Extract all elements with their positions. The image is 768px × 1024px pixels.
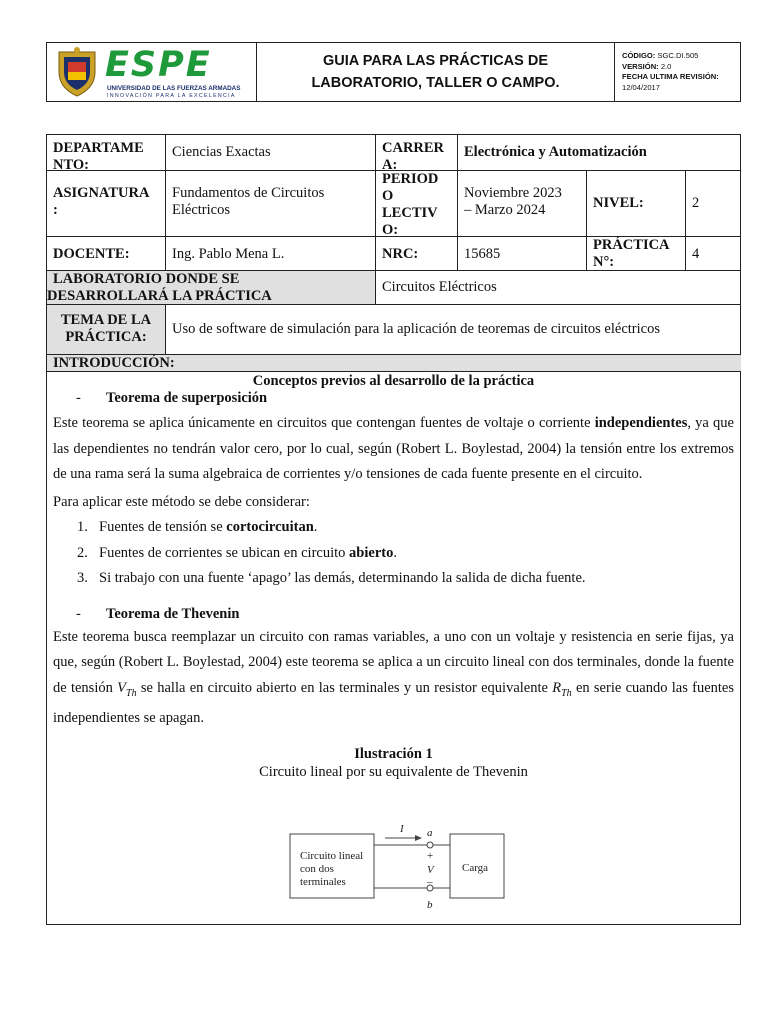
practica-label: PRÁCTICA N°: bbox=[587, 237, 686, 271]
node-b-label: b bbox=[427, 899, 433, 911]
nivel-value: 2 bbox=[686, 171, 741, 237]
nivel-label: NIVEL: bbox=[587, 171, 686, 237]
superposicion-intro-list: Para aplicar este método se debe considerar: bbox=[53, 493, 310, 510]
plus-label: + bbox=[427, 850, 434, 862]
introduccion-label: INTRODUCCIÓN: bbox=[47, 355, 741, 372]
thevenin-heading: - Teorema de Thevenin bbox=[76, 605, 240, 622]
introduction-content bbox=[47, 372, 740, 781]
superposicion-heading: - Teorema de superposición bbox=[76, 390, 268, 406]
laboratorio-value: Circuitos Eléctricos bbox=[376, 271, 741, 305]
thevenin-circuit-diagram bbox=[240, 820, 540, 915]
logo-motto: INNOVACIÓN PARA LA EXCELENCIA bbox=[107, 93, 236, 99]
terminal-a bbox=[427, 842, 433, 848]
periodo-label: PERIOD O LECTIV O: bbox=[376, 171, 458, 237]
linear-circuit-label-3: terminales bbox=[300, 876, 346, 888]
tema-label: TEMA DE LA PRÁCTICA: bbox=[47, 305, 166, 355]
carrera-value: Electrónica y Automatización bbox=[458, 135, 741, 171]
laboratorio-label: LABORATORIO DONDE SE DESARROLLARÁ LA PRÁCTICA bbox=[47, 271, 376, 305]
list-item: 3. Si trabajo con una fuente ‘apago’ las demás, determinando la salida de dicha fuente. bbox=[77, 570, 586, 586]
figure-caption: Circuito lineal por su equivalente de Thevenin bbox=[259, 764, 528, 781]
asignatura-label: ASIGNATURA : bbox=[47, 171, 166, 237]
minus-label: – bbox=[427, 876, 433, 888]
document-header bbox=[46, 42, 741, 102]
practica-value: 4 bbox=[686, 237, 741, 271]
practice-sheet bbox=[46, 134, 741, 925]
list-item: 1. Fuentes de tensión se cortocircuitan. bbox=[77, 519, 318, 535]
docente-value: Ing. Pablo Mena L. bbox=[166, 237, 376, 271]
voltage-label: V bbox=[427, 864, 434, 876]
meta-version: VERSIÓN: 2.0 bbox=[622, 61, 672, 71]
arrowhead-icon bbox=[415, 835, 422, 841]
title-line-2: LABORATORIO, TALLER O CAMPO. bbox=[311, 75, 560, 91]
docente-label: DOCENTE: bbox=[47, 237, 166, 271]
meta-revision-value: 12/04/2017 bbox=[622, 82, 661, 92]
title-line-1: GUIA PARA LAS PRÁCTICAS DE bbox=[322, 53, 548, 69]
linear-circuit-label-1: Circuito lineal bbox=[300, 850, 364, 862]
departamento-label: DEPARTAME NTO: bbox=[47, 135, 166, 171]
meta-codigo: CÓDIGO: SGC.DI.505 bbox=[622, 51, 699, 60]
university-logo bbox=[47, 43, 257, 101]
linear-circuit-label-2: con dos bbox=[300, 863, 334, 875]
document-meta bbox=[615, 43, 740, 101]
current-label: I bbox=[400, 823, 404, 835]
logo-wordmark: ESPE bbox=[105, 45, 212, 85]
meta-revision-label: FECHA ULTIMA REVISIÓN: bbox=[622, 72, 719, 81]
node-a-label: a bbox=[427, 827, 433, 839]
load-label: Carga bbox=[462, 862, 489, 874]
thevenin-paragraph: Este teorema busca reemplazar un circuito con ramas variables, a uno con un voltaje y resistencia en serie fijas, ya que, según (Robert L. Boylestad, 2004) este teorema se aplica a un circuito lineal con dos terminales, donde la fuente de tensión $V_{Th}$ se halla en circuito abierto en las terminales y un resistor equivalente $R_{Th}$ en serie cuando las fuentes independientes se apagan. bbox=[53, 628, 734, 726]
carrera-label: CARRER A: bbox=[376, 135, 458, 171]
section-title: Conceptos previos al desarrollo de la práctica bbox=[252, 373, 535, 389]
figure-title: Ilustración 1 bbox=[354, 746, 433, 763]
asignatura-value: Fundamentos de Circuitos Eléctricos bbox=[166, 171, 376, 237]
superposicion-paragraph: Este teorema se aplica únicamente en circuitos que contengan fuentes de voltaje o corriente independientes, ya que las dependientes no tendrán valor cero, por lo cual, según (Robert L. Boylestad, 2004) la tensión entre los extremos de una rama será la suma algebraica de corrientes y/o tensiones de cada fuente presente en el circuito. bbox=[53, 415, 734, 482]
nrc-value: 15685 bbox=[458, 237, 587, 271]
document-title bbox=[257, 43, 615, 101]
shield-emblem-icon bbox=[55, 46, 99, 98]
departamento-value: Ciencias Exactas bbox=[166, 135, 376, 171]
nrc-label: NRC: bbox=[376, 237, 458, 271]
tema-value: Uso de software de simulación para la aplicación de teoremas de circuitos eléctricos bbox=[166, 305, 741, 355]
list-item: 2. Fuentes de corrientes se ubican en circuito abierto. bbox=[77, 544, 397, 561]
logo-subtitle: UNIVERSIDAD DE LAS FUERZAS ARMADAS bbox=[107, 85, 241, 92]
periodo-value: Noviembre 2023 – Marzo 2024 bbox=[458, 171, 587, 237]
superposicion-list bbox=[77, 515, 734, 592]
